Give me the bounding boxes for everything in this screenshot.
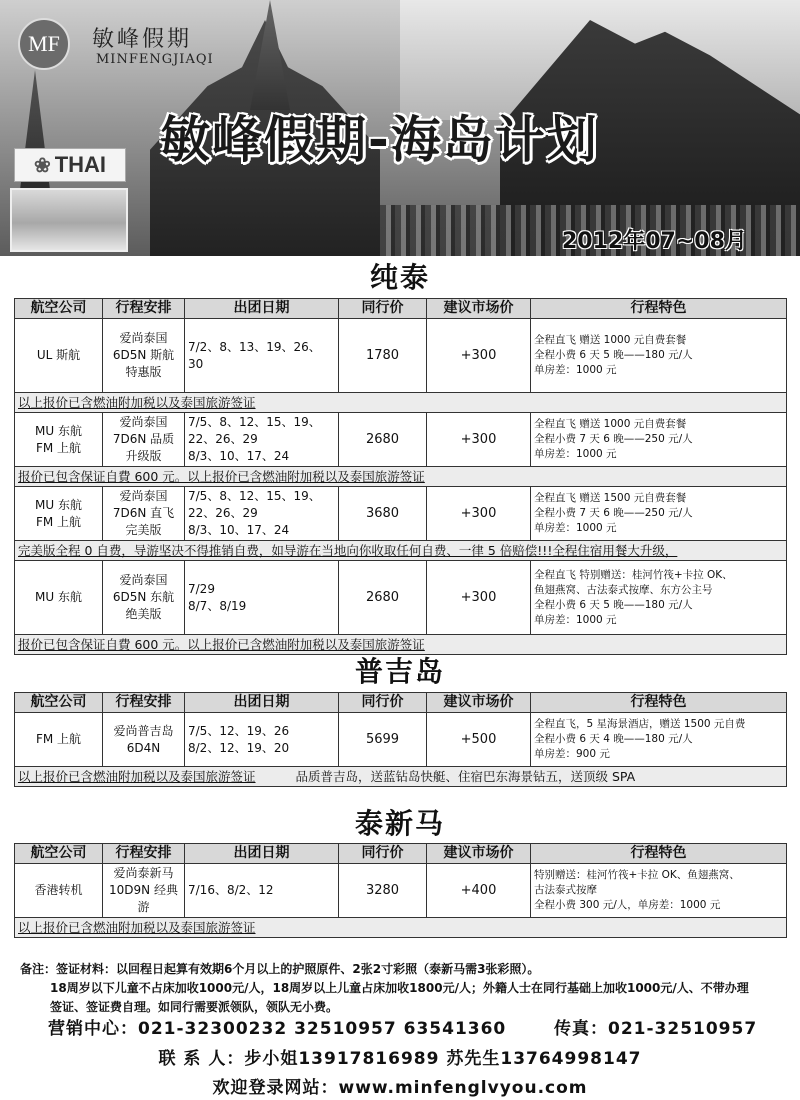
itinerary-cell bbox=[103, 864, 185, 918]
dates-text: 22、26、29 bbox=[188, 432, 258, 446]
itinerary-cell bbox=[103, 561, 185, 635]
column-header: 行程安排 bbox=[103, 693, 185, 713]
itinerary-text: 6D5N 斯航 bbox=[112, 348, 175, 362]
feature-text: 单房差：1000 元 bbox=[534, 522, 617, 534]
airline-badge-text: THAI bbox=[54, 152, 107, 177]
market-price-cell: +300 bbox=[427, 413, 531, 467]
feature-text: 单房差：1000 元 bbox=[534, 613, 617, 626]
peer-price-cell: 1780 bbox=[339, 319, 427, 393]
column-header: 同行价 bbox=[339, 844, 427, 864]
column-header: 行程特色 bbox=[531, 693, 787, 713]
airline-cell bbox=[15, 319, 103, 393]
airline-cell bbox=[15, 713, 103, 767]
itinerary-text: 爱尚泰新马 bbox=[113, 866, 174, 880]
column-header: 行程特色 bbox=[531, 299, 787, 319]
features-cell bbox=[531, 561, 787, 635]
market-price-cell: +300 bbox=[427, 487, 531, 541]
column-header: 行程安排 bbox=[103, 844, 185, 864]
company-logo: MF bbox=[18, 18, 70, 70]
feature-text: 全程直飞 赠送 1500 元自费套餐 bbox=[534, 492, 687, 504]
itinerary-text: 10D9N 经典游 bbox=[109, 883, 178, 914]
column-header: 行程特色 bbox=[531, 844, 787, 864]
dates-text: 8/7、8/19 bbox=[188, 598, 247, 613]
column-header: 同行价 bbox=[339, 693, 427, 713]
date-range: 2012年07~08月 bbox=[562, 229, 747, 254]
table-header-row bbox=[15, 693, 787, 713]
orchid-icon: ❀ bbox=[33, 154, 51, 177]
tour-row bbox=[15, 713, 787, 767]
note-text: 以上报价已含燃油附加税以及泰国旅游签证 bbox=[18, 395, 256, 410]
dates-cell bbox=[185, 864, 339, 918]
dates-text: 30 bbox=[188, 356, 204, 371]
column-header: 航空公司 bbox=[15, 693, 103, 713]
dates-text: 7/2、8、13、19、26、 bbox=[188, 339, 321, 354]
contact-line: 联 系 人：步小姐13917816989 苏先生13764998147 bbox=[158, 1049, 642, 1069]
tsm-table bbox=[14, 843, 787, 938]
feature-text: 全程小费 7 天 6 晚——250 元/人 bbox=[534, 507, 693, 519]
tour-row bbox=[15, 561, 787, 635]
itinerary-text: 7D6N 直飞 bbox=[112, 506, 175, 520]
market-price-cell: +400 bbox=[427, 864, 531, 918]
dates-text: 22、26、29 bbox=[188, 506, 258, 520]
itinerary-text: 特惠版 bbox=[125, 365, 162, 379]
itinerary-text: 6D4N bbox=[126, 740, 161, 755]
features-cell bbox=[531, 319, 787, 393]
features-cell bbox=[531, 413, 787, 467]
dates-text: 7/16、8/2、12 bbox=[188, 883, 274, 897]
feature-text: 全程直飞 赠送 1000 元自费套餐 bbox=[534, 418, 687, 430]
beach-photo bbox=[10, 188, 128, 252]
column-header: 出团日期 bbox=[185, 299, 339, 319]
website-line: 欢迎登录网站：www.minfenglvyou.com bbox=[212, 1078, 588, 1098]
features-cell bbox=[531, 487, 787, 541]
remark-visa: 签证材料：以回程日起算有效期6个月以上的护照原件、2张2寸彩照（泰新马需3张彩照）。 bbox=[56, 962, 540, 976]
itinerary-text: 爱尚泰国 bbox=[119, 415, 168, 429]
dates-cell bbox=[185, 561, 339, 635]
tour-row bbox=[15, 319, 787, 393]
itinerary-cell bbox=[103, 487, 185, 541]
peer-price-cell: 3680 bbox=[339, 487, 427, 541]
column-header: 建议市场价 bbox=[427, 299, 531, 319]
peer-price-cell: 2680 bbox=[339, 561, 427, 635]
airline-text: FM 上航 bbox=[35, 732, 82, 746]
feature-text: 古法泰式按摩 bbox=[534, 884, 597, 896]
remark-guide: 签证、签证费自理。如同行需要派领队，领队无小费。 bbox=[50, 1000, 339, 1014]
airline-text: FM 上航 bbox=[35, 514, 82, 529]
feature-text: 单房差：1000 元 bbox=[534, 364, 617, 376]
remark-label: 备注： bbox=[20, 962, 57, 976]
itinerary-text: 爱尚泰国 bbox=[119, 331, 168, 345]
features-cell bbox=[531, 864, 787, 918]
brand-name-en: MINFENGJIAQI bbox=[96, 52, 214, 67]
dates-text: 8/3、10、17、24 bbox=[188, 449, 290, 463]
column-header: 同行价 bbox=[339, 299, 427, 319]
section-title-tsm: 泰新马 bbox=[354, 807, 445, 840]
feature-text: 单房差：900 元 bbox=[534, 748, 610, 760]
itinerary-text: 7D6N 品质 bbox=[112, 432, 175, 446]
airline-text: UL 斯航 bbox=[36, 348, 81, 362]
dates-text: 8/3、10、17、24 bbox=[188, 523, 290, 537]
column-header: 建议市场价 bbox=[427, 844, 531, 864]
dates-text: 7/5、8、12、15、19、 bbox=[188, 415, 321, 429]
itinerary-text: 爱尚泰国 bbox=[119, 573, 168, 587]
itinerary-text: 爱尚普吉岛 bbox=[113, 723, 174, 738]
header-banner bbox=[0, 0, 800, 256]
dates-cell bbox=[185, 713, 339, 767]
airline-text: 香港转机 bbox=[34, 883, 83, 897]
airline-cell bbox=[15, 864, 103, 918]
note-extra-text: 品质普吉岛，送蓝钻岛快艇、住宿巴东海景钻五，送顶级 SPA bbox=[295, 769, 636, 784]
feature-text: 特别赠送：桂河竹筏+卡拉 OK、鱼翅燕窝、 bbox=[534, 869, 740, 881]
column-header: 行程安排 bbox=[103, 299, 185, 319]
market-price-cell: +300 bbox=[427, 319, 531, 393]
note-row bbox=[15, 918, 787, 938]
peer-price-cell: 3280 bbox=[339, 864, 427, 918]
table-header-row bbox=[15, 299, 787, 319]
thailand-table bbox=[14, 298, 787, 655]
dates-cell bbox=[185, 487, 339, 541]
airline-text: MU 东航 bbox=[35, 423, 82, 438]
feature-text: 全程直飞 赠送 1000 元自费套餐 bbox=[534, 334, 687, 346]
table-header-row bbox=[15, 844, 787, 864]
tour-row bbox=[15, 487, 787, 541]
market-price-cell: +500 bbox=[427, 713, 531, 767]
column-header: 出团日期 bbox=[185, 844, 339, 864]
feature-text: 全程直飞，5 星海景酒店，赠送 1500 元自费 bbox=[534, 718, 746, 730]
dates-text: 7/5、12、19、26 bbox=[188, 723, 290, 738]
feature-text: 单房差：1000 元 bbox=[534, 448, 617, 460]
feature-text: 全程直飞 特别赠送：桂河竹筏+卡拉 OK、 bbox=[534, 568, 733, 581]
section-title-phuket: 普吉岛 bbox=[354, 655, 445, 688]
thai-airways-logo bbox=[14, 148, 126, 182]
tour-row bbox=[15, 864, 787, 918]
note-row bbox=[15, 467, 787, 487]
note-text: 报价已包含保证自費 600 元。以上报价已含燃油附加税以及泰国旅游签证 bbox=[18, 469, 425, 484]
itinerary-cell bbox=[103, 319, 185, 393]
airline-cell bbox=[15, 487, 103, 541]
itinerary-cell bbox=[103, 713, 185, 767]
itinerary-text: 爱尚泰国 bbox=[119, 489, 168, 503]
column-header: 航空公司 bbox=[15, 299, 103, 319]
airline-text: FM 上航 bbox=[35, 440, 82, 455]
column-header: 出团日期 bbox=[185, 693, 339, 713]
brand-name-cn: 敏峰假期 bbox=[92, 27, 193, 52]
note-text: 完美版全程 0 自费，导游坚决不得推销自费，如导游在当地向你收取任何自费、一律 5 倍赔偿!!!全程住宿用餐大升级， bbox=[18, 543, 678, 558]
phuket-table bbox=[14, 692, 787, 787]
itinerary-cell bbox=[103, 413, 185, 467]
note-text: 报价已包含保证自費 600 元。以上报价已含燃油附加税以及泰国旅游签证 bbox=[18, 637, 425, 652]
note-text: 以上报价已含燃油附加税以及泰国旅游签证 bbox=[18, 769, 256, 784]
dates-cell bbox=[185, 413, 339, 467]
column-header: 航空公司 bbox=[15, 844, 103, 864]
note-row bbox=[15, 393, 787, 413]
features-cell bbox=[531, 713, 787, 767]
tour-row bbox=[15, 413, 787, 467]
fax-number: 传真：021-32510957 bbox=[554, 1019, 758, 1039]
sales-phone: 营销中心：021-32300232 32510957 63541360 bbox=[48, 1019, 507, 1039]
itinerary-text: 完美版 bbox=[125, 523, 162, 537]
note-row bbox=[15, 767, 787, 787]
peer-price-cell: 2680 bbox=[339, 413, 427, 467]
itinerary-text: 6D5N 东航 bbox=[112, 590, 175, 604]
remarks bbox=[20, 960, 790, 1017]
note-row bbox=[15, 541, 787, 561]
feature-text: 全程小费 7 天 6 晚——250 元/人 bbox=[534, 433, 693, 445]
feature-text: 鱼翅燕窝、古法泰式按摩、东方公主号 bbox=[534, 583, 713, 596]
itinerary-text: 绝美版 bbox=[125, 607, 162, 621]
airline-text: MU 东航 bbox=[35, 497, 82, 512]
column-header: 建议市场价 bbox=[427, 693, 531, 713]
page-title: 敏峰假期-海岛计划 bbox=[160, 111, 599, 169]
feature-text: 全程小费 6 天 5 晚——180 元/人 bbox=[534, 598, 693, 611]
dates-text: 7/29 bbox=[188, 581, 215, 596]
feature-text: 全程小费 300 元/人，单房差：1000 元 bbox=[534, 899, 721, 911]
dates-cell bbox=[185, 319, 339, 393]
peer-price-cell: 5699 bbox=[339, 713, 427, 767]
remark-children: 18周岁以下儿童不占床加收1000元/人，18周岁以上儿童占床加收1800元/人；外籍人士在同行基础上加收1000元/人、不带办理 bbox=[50, 981, 749, 995]
airline-cell bbox=[15, 413, 103, 467]
dates-text: 8/2、12、19、20 bbox=[188, 740, 290, 755]
market-price-cell: +300 bbox=[427, 561, 531, 635]
airline-cell bbox=[15, 561, 103, 635]
section-title-thailand: 纯泰 bbox=[369, 261, 430, 294]
note-text: 以上报价已含燃油附加税以及泰国旅游签证 bbox=[18, 920, 256, 935]
feature-text: 全程小费 6 天 5 晚——180 元/人 bbox=[534, 349, 693, 361]
dates-text: 7/5、8、12、15、19、 bbox=[188, 489, 321, 503]
airline-text: MU 东航 bbox=[35, 590, 82, 604]
itinerary-text: 升级版 bbox=[125, 449, 162, 463]
feature-text: 全程小费 6 天 4 晚——180 元/人 bbox=[534, 733, 693, 745]
